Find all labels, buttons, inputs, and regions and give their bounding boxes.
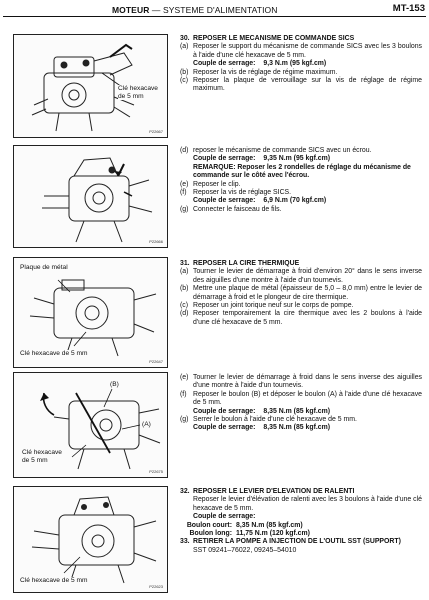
section-number: 33. (180, 538, 190, 546)
figure-thermo-wax (13, 257, 168, 368)
torque-label: Couple de serrage: (193, 197, 256, 205)
step-item (180, 206, 422, 214)
section-31-continued (180, 374, 422, 433)
step-key: (d) (180, 147, 189, 154)
step-text: Reposer le support du mécanisme de commande SICS avec les 3 boulons à l'aide d'une clé hexacave de 5 mm. (193, 43, 422, 59)
section-heading (180, 35, 422, 43)
figure-label: Clé hexacave (22, 449, 62, 456)
torque-spec (180, 408, 422, 416)
step-text: Connecter le faisceau de fils. (193, 205, 282, 213)
step-item (180, 285, 422, 302)
torque-spec-short-bolt (180, 522, 422, 530)
step-key: (e) (180, 180, 189, 188)
step-text: Reposer le clip. (193, 180, 241, 188)
section-31 (180, 260, 422, 327)
figure-code: P22667 (149, 129, 163, 134)
step-item (180, 77, 422, 94)
header-subtitle: SYSTEME D'ALIMENTATION (162, 5, 278, 15)
section-number: 32. (180, 488, 190, 495)
bolt-label: Boulon long: (189, 530, 232, 538)
torque-spec (180, 424, 422, 432)
step-key: (b) (180, 68, 189, 76)
step-item (180, 181, 422, 189)
step-text: Serrer le boulon à l'aide d'une clé hexacave de 5 mm. (193, 416, 357, 424)
figure-code: P22647 (149, 359, 163, 364)
figure-code: P22623 (149, 584, 163, 589)
figure-sics-bracket (13, 34, 168, 138)
figure-label: Clé hexacave (118, 85, 158, 92)
section-30 (180, 35, 422, 94)
remark-note: REMARQUE: Reposer les 2 rondelles de réglage du mécanisme de commande sur le côté avec l'écrou. (193, 163, 411, 180)
section-32 (180, 488, 422, 555)
torque-label: Couple de serrage: (193, 424, 256, 432)
step-key: (f) (180, 189, 187, 197)
step-text: Reposer temporairement la cire thermique avec les 2 boulons à l'aide d'une clé hexacave de 5 mm. (193, 310, 422, 326)
step-item (180, 268, 422, 285)
figure-code: P22675 (149, 469, 163, 474)
step-key: (a) (180, 43, 189, 51)
step-item (180, 310, 422, 327)
torque-value: 8,35 N.m (85 kgf.cm) (263, 407, 331, 415)
torque-value: 9,35 N.m (95 kgf.cm) (263, 155, 331, 163)
step-key: (d) (180, 310, 189, 318)
page-header (0, 0, 429, 18)
torque-value: 11,75 N.m (120 kgf.cm) (236, 530, 310, 538)
torque-spec-long-bolt (180, 530, 422, 538)
step-item (180, 189, 422, 197)
step-item (180, 147, 422, 155)
torque-value: 8,35 N.m (85 kgf.cm) (236, 521, 303, 529)
section-number: 30. (180, 35, 190, 42)
step-text: Reposer la plaque de verrouillage sur la vis de réglage de régime maximum. (193, 77, 422, 93)
header-section: MOTEUR (112, 5, 150, 15)
step-item (180, 43, 422, 60)
step-text: Tourner le levier de démarrage à froid d'environ 20° dans le sens inverse des aiguilles d'une montre à l'aide d'un tournevis. (193, 268, 422, 284)
torque-spec (180, 155, 422, 163)
torque-label: Couple de serrage: (193, 60, 256, 68)
step-key: (b) (180, 285, 189, 293)
figure-label: de 5 mm (22, 457, 48, 464)
figure-idle-up-lever (13, 486, 168, 593)
section-heading-33 (180, 538, 422, 546)
torque-value: 9,3 N.m (95 kgf.cm) (263, 60, 327, 68)
torque-spec (180, 197, 422, 205)
step-text: Reposer le boulon (B) et déposer le boulon (A) à l'aide d'une clé hexacave de 5 mm. (193, 390, 422, 407)
torque-value: 8,35 N.m (85 kgf.cm) (263, 424, 331, 432)
pump-illustration (14, 146, 167, 247)
header-title (112, 5, 277, 15)
step-key: (g) (180, 416, 189, 424)
torque-value: 6,9 N.m (70 kgf.cm) (263, 197, 327, 205)
figure-label: (A) (142, 421, 151, 428)
section-heading (180, 488, 422, 496)
step-text: reposer le mécanisme de commande SICS avec un écrou. (193, 147, 372, 154)
step-text: Mettre une plaque de métal (épaisseur de 5,0 – 8,0 mm) entre le levier de démarrage à froid et le plongeur de cire thermique. (193, 285, 422, 301)
step-item (180, 391, 422, 408)
step-item (180, 69, 422, 77)
figure-label: Plaque de métal (20, 264, 68, 271)
figure-code: P22666 (149, 239, 163, 244)
step-text: Tourner le levier de démarrage à froid dans le sens inverse des aiguilles d'une montre à l'aide d'un tournevis. (193, 374, 422, 390)
torque-spec (180, 60, 422, 68)
step-key: (c) (180, 302, 189, 310)
header-dash: — (151, 5, 161, 15)
figure-label: Clé hexacave de 5 mm (20, 577, 88, 584)
step-key: (a) (180, 268, 189, 276)
section-title: REPOSER LE MECANISME DE COMMANDE SICS (193, 35, 355, 42)
bolt-label: Boulon court: (186, 521, 232, 529)
torque-label: Couple de serrage: (193, 513, 256, 521)
step-text: Reposer la vis de réglage de régime maximum. (193, 68, 338, 76)
step-key: (g) (180, 205, 189, 213)
step-text: Reposer la vis de réglage SICS. (193, 189, 292, 197)
section-number: 31. (180, 260, 190, 267)
step-item (180, 302, 422, 310)
step-item (180, 374, 422, 391)
figure-label: Clé hexacave de 5 mm (20, 350, 88, 357)
step-item (180, 416, 422, 424)
step-key: (f) (180, 390, 187, 398)
step-key: (c) (180, 77, 189, 85)
figure-label: (B) (110, 381, 119, 388)
step-text: Reposer un joint torique neuf sur le corps de pompe. (193, 302, 354, 310)
step-key: (e) (180, 374, 189, 381)
torque-label: Couple de serrage: (193, 407, 256, 415)
page-number: MT-153 (392, 3, 425, 14)
section-title: REPOSER LE LEVIER D'ELEVATION DE RALENTI (193, 488, 355, 495)
section-title: RETIRER LA POMPE A INJECTION DE L'OUTIL SST (SUPPORT) (193, 538, 401, 546)
section-title: REPOSER LA CIRE THERMIQUE (193, 260, 300, 267)
figure-cold-start-lever (13, 372, 168, 478)
torque-label: Couple de serrage: (193, 155, 256, 163)
section-30-continued (180, 147, 422, 214)
figure-sics-mechanism (13, 145, 168, 248)
header-rule (3, 16, 426, 17)
sst-reference: SST 09241–76022, 09245–54010 (193, 546, 297, 554)
figure-label: de 5 mm (118, 93, 144, 100)
step-text: Reposer le levier d'élévation de ralenti avec les 3 boulons à l'aide d'une clé hexacave de 5 mm. (193, 496, 422, 512)
